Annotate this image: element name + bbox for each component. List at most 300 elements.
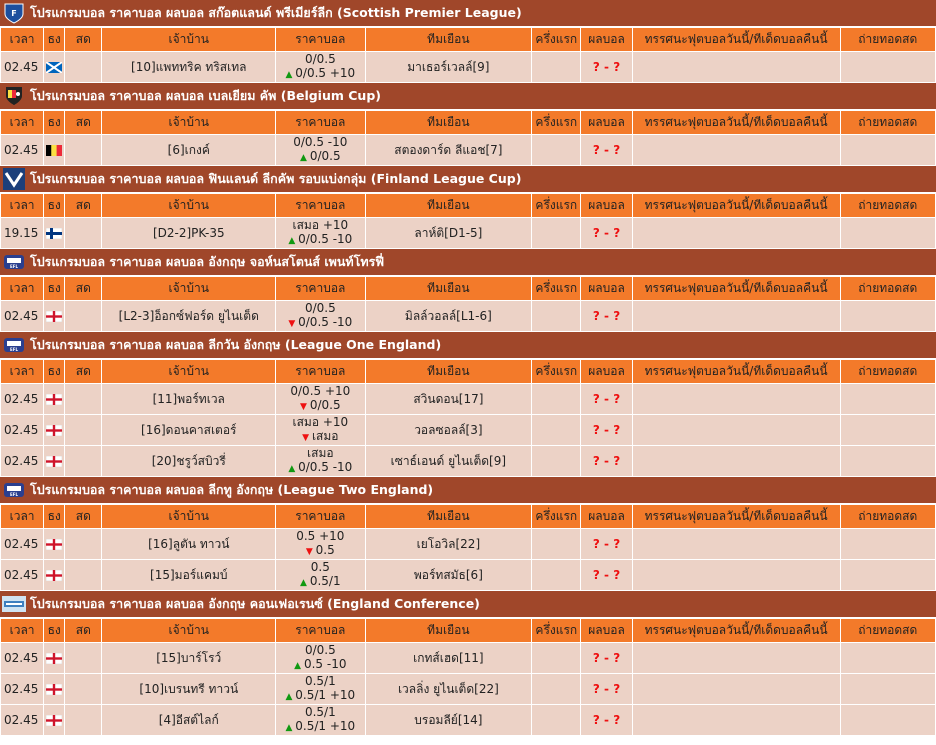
tips-cell [633,446,840,476]
away-column-header: ทีมเยือน [366,28,532,51]
live-tv-cell [841,705,935,735]
league-title[interactable]: โปรแกรมบอล ราคาบอล ผลบอล ฟินแลนด์ ลีกคัพ รอบแบ่งกลุ่ม (Finland League Cup) [30,171,522,186]
match-row [1,52,935,82]
odds-down-arrow-icon: ▼ [300,402,310,412]
live-column-header: สด [65,505,101,528]
odds-line-1 [276,674,364,688]
time-column-header: เวลา [1,360,43,383]
away-column-header: ทีมเยือน [366,619,532,642]
match-row [1,560,935,590]
live-cell [65,674,101,704]
half-time-score [532,674,580,704]
belgium-cup-logo-icon [2,84,26,108]
tips-column-header: ทรรศนะฟุตบอลวันนี้/ทีเด็ดบอลคืนนี้ [633,28,840,51]
live-column-header: สด [65,277,101,300]
flag-column-header: ธง [44,619,64,642]
odds-line-1 [276,643,364,657]
time-column-header: เวลา [1,28,43,51]
live-tv-cell [841,446,935,476]
half-time-score [532,384,580,414]
odds-value: 0.5 +10 [296,529,345,543]
odds-value: เสมอ +10 [292,415,349,429]
league-header [0,332,936,359]
kickoff-time: 02.45 [1,643,43,673]
belgium-flag-icon [46,143,62,157]
half-time-column-header: ครึ่งแรก [532,111,580,134]
column-header-row [1,111,935,134]
home-team[interactable]: [15]บาร์โรว์ [102,643,275,673]
tips-column-header: ทรรศนะฟุตบอลวันนี้/ทีเด็ดบอลคืนนี้ [633,277,840,300]
away-column-header: ทีมเยือน [366,277,532,300]
england-flag-icon [46,682,62,696]
live-tv-column-header: ถ่ายทอดสด [841,28,935,51]
match-row [1,384,935,414]
live-tv-column-header: ถ่ายทอดสด [841,277,935,300]
home-column-header: เจ้าบ้าน [102,360,275,383]
kickoff-time: 02.45 [1,529,43,559]
odds-column-header: ราคาบอล [276,194,364,217]
flag-cell [44,415,64,445]
flag-cell [44,52,64,82]
match-row [1,218,935,248]
odds-up-arrow-icon: ▲ [288,236,299,246]
live-cell [65,301,101,331]
kickoff-time: 02.45 [1,415,43,445]
home-team[interactable]: [6]เกงค์ [102,135,275,165]
odds-line-1 [276,415,364,429]
column-header-row [1,619,935,642]
odds-down-arrow-icon: ▼ [288,319,299,329]
full-time-result: ? - ? [581,301,631,331]
league-title[interactable]: โปรแกรมบอล ราคาบอล ผลบอล อังกฤษ คอนเฟอเรนซ์ (England Conference) [30,596,480,611]
odds-column-header: ราคาบอล [276,111,364,134]
odds-line-2 [276,460,364,476]
home-team[interactable]: [4]อีสต์ไลก์ [102,705,275,735]
odds-up-arrow-icon: ▲ [300,153,310,163]
england-flag-icon [46,537,62,551]
flag-cell [44,674,64,704]
away-column-header: ทีมเยือน [366,111,532,134]
league-one-logo-icon [2,333,26,357]
live-tv-cell [841,529,935,559]
half-time-score [532,52,580,82]
odds-value: เสมอ +10 [292,218,349,232]
home-column-header: เจ้าบ้าน [102,194,275,217]
flag-column-header: ธง [44,111,64,134]
odds-cell [276,674,364,704]
live-cell [65,218,101,248]
half-time-score [532,135,580,165]
live-cell [65,705,101,735]
svg-text:F: F [11,9,17,18]
home-column-header: เจ้าบ้าน [102,111,275,134]
away-team[interactable]: มาเธอร์เวลล์[9] [366,52,532,82]
live-tv-cell [841,384,935,414]
live-tv-column-header: ถ่ายทอดสด [841,194,935,217]
match-row [1,415,935,445]
away-team[interactable]: สตองดาร์ด ลีแอช[7] [366,135,532,165]
time-column-header: เวลา [1,194,43,217]
league-header [0,83,936,110]
odds-line-2 [276,688,364,704]
half-time-column-header: ครึ่งแรก [532,619,580,642]
flag-column-header: ธง [44,28,64,51]
home-team[interactable]: [10]แพททริค ทริสเทล [102,52,275,82]
odds-value: 0/0.5 -10 [293,135,348,149]
odds-value: 0/0.5 [309,149,341,163]
kickoff-time: 02.45 [1,384,43,414]
home-team[interactable]: [16]ลูตัน ทาวน์ [102,529,275,559]
flag-cell [44,301,64,331]
odds-value: 0/0.5 [304,643,336,657]
fixture-table [0,618,936,736]
england-flag-icon [46,454,62,468]
tips-cell [633,529,840,559]
flag-cell [44,446,64,476]
live-tv-cell [841,415,935,445]
kickoff-time: 02.45 [1,135,43,165]
away-team[interactable]: เยโอวิล[22] [366,529,532,559]
half-time-score [532,218,580,248]
scotland-flag-icon [46,60,62,74]
england-trophy-logo-icon [2,250,26,274]
away-team[interactable]: มิลล์วอลล์[L1-6] [366,301,532,331]
column-header-row [1,28,935,51]
odds-value: 0.5 [310,560,330,574]
odds-value: 0/0.5 [304,301,336,315]
tips-column-header: ทรรศนะฟุตบอลวันนี้/ทีเด็ดบอลคืนนี้ [633,505,840,528]
odds-cell [276,384,364,414]
half-time-score [532,643,580,673]
flag-cell [44,384,64,414]
tips-cell [633,135,840,165]
odds-value: 0.5/1 +10 [295,688,356,702]
league-header [0,166,936,193]
full-time-result: ? - ? [581,529,631,559]
svg-text:EFL: EFL [9,264,19,269]
live-cell [65,384,101,414]
odds-line-2 [276,232,364,248]
half-time-score [532,560,580,590]
odds-column-header: ราคาบอล [276,360,364,383]
league-header [0,249,936,276]
home-team[interactable]: [D2-2]PK-35 [102,218,275,248]
odds-line-2 [276,574,364,590]
odds-up-arrow-icon: ▲ [285,692,296,702]
flag-cell [44,529,64,559]
odds-cell [276,52,364,82]
flag-cell [44,218,64,248]
live-tv-cell [841,674,935,704]
tips-cell [633,643,840,673]
tips-cell [633,301,840,331]
odds-cell [276,301,364,331]
england-flag-icon [46,651,62,665]
odds-value: 0.5 [315,543,335,557]
home-team[interactable]: [16]ดอนคาสเตอร์ [102,415,275,445]
live-tv-column-header: ถ่ายทอดสด [841,619,935,642]
league-title[interactable]: โปรแกรมบอล ราคาบอล ผลบอล เบลเยียม คัพ (Belgium Cup) [30,88,381,103]
half-time-score [532,415,580,445]
live-cell [65,643,101,673]
home-team[interactable]: [L2-3]อ็อกซ์ฟอร์ด ยูไนเต็ด [102,301,275,331]
fixture-table [0,504,936,591]
column-header-row [1,277,935,300]
kickoff-time: 02.45 [1,301,43,331]
full-time-result: ? - ? [581,415,631,445]
odds-cell [276,218,364,248]
league-title[interactable]: โปรแกรมบอล ราคาบอล ผลบอล สก๊อตแลนด์ พรีเมียร์ลีก (Scottish Premier League) [30,5,522,20]
live-tv-cell [841,560,935,590]
result-column-header: ผลบอล [581,360,631,383]
flag-column-header: ธง [44,360,64,383]
kickoff-time: 19.15 [1,218,43,248]
flag-cell [44,135,64,165]
live-tv-column-header: ถ่ายทอดสด [841,360,935,383]
odds-line-1 [276,52,364,66]
odds-column-header: ราคาบอล [276,619,364,642]
full-time-result: ? - ? [581,705,631,735]
half-time-score [532,529,580,559]
flag-cell [44,643,64,673]
full-time-result: ? - ? [581,135,631,165]
england-flag-icon [46,392,62,406]
odds-value: 0/0.5 -10 [298,315,353,329]
odds-value: 0.5 -10 [303,657,347,671]
odds-cell [276,446,364,476]
half-time-column-header: ครึ่งแรก [532,194,580,217]
odds-line-2 [276,315,364,331]
live-cell [65,560,101,590]
kickoff-time: 02.45 [1,446,43,476]
odds-line-2 [276,429,364,445]
tips-column-header: ทรรศนะฟุตบอลวันนี้/ทีเด็ดบอลคืนนี้ [633,360,840,383]
england-flag-icon [46,309,62,323]
away-team[interactable]: สวินดอน[17] [366,384,532,414]
england-flag-icon [46,568,62,582]
odds-value: 0.5/1 [304,705,336,719]
home-team[interactable]: [10]เบรนทรี ทาวน์ [102,674,275,704]
tips-column-header: ทรรศนะฟุตบอลวันนี้/ทีเด็ดบอลคืนนี้ [633,111,840,134]
full-time-result: ? - ? [581,674,631,704]
odds-line-1 [276,529,364,543]
live-tv-cell [841,301,935,331]
time-column-header: เวลา [1,277,43,300]
england-flag-icon [46,713,62,727]
odds-line-1 [276,446,364,460]
tips-cell [633,705,840,735]
odds-up-arrow-icon: ▲ [285,723,296,733]
fixture-table [0,276,936,332]
home-team[interactable]: [11]พอร์ทเวล [102,384,275,414]
odds-cell [276,529,364,559]
odds-value: 0.5/1 +10 [295,719,356,733]
kickoff-time: 02.45 [1,52,43,82]
tips-cell [633,560,840,590]
home-column-header: เจ้าบ้าน [102,277,275,300]
result-column-header: ผลบอล [581,28,631,51]
tips-cell [633,52,840,82]
full-time-result: ? - ? [581,643,631,673]
fixture-table [0,193,936,249]
column-header-row [1,360,935,383]
odds-cell [276,135,364,165]
tips-cell [633,384,840,414]
odds-line-1 [276,560,364,574]
svg-text:EFL: EFL [9,492,19,497]
full-time-result: ? - ? [581,560,631,590]
league-title[interactable]: โปรแกรมบอล ราคาบอล ผลบอล อังกฤษ จอห์นสโตนส์ เพนท์โทรฟี่ [30,254,385,269]
full-time-result: ? - ? [581,218,631,248]
finland-league-logo-icon [2,167,26,191]
live-tv-cell [841,135,935,165]
match-row [1,135,935,165]
away-team[interactable]: พอร์ทสมัธ[6] [366,560,532,590]
odds-line-2 [276,398,364,414]
odds-line-1 [276,705,364,719]
odds-value: 0/0.5 [304,52,336,66]
half-time-column-header: ครึ่งแรก [532,360,580,383]
odds-line-1 [276,384,364,398]
odds-cell [276,643,364,673]
away-team[interactable]: เวลลิ่ง ยูไนเต็ด[22] [366,674,532,704]
full-time-result: ? - ? [581,446,631,476]
odds-value: 0/0.5 -10 [298,460,353,474]
flag-cell [44,705,64,735]
league-title[interactable]: โปรแกรมบอล ราคาบอล ผลบอล ลีกวัน อังกฤษ (League One England) [30,337,442,352]
league-two-logo-icon [2,478,26,502]
time-column-header: เวลา [1,619,43,642]
away-column-header: ทีมเยือน [366,505,532,528]
home-column-header: เจ้าบ้าน [102,619,275,642]
half-time-score [532,301,580,331]
live-cell [65,135,101,165]
odds-line-2 [276,66,364,82]
odds-value: 0.5/1 [309,574,341,588]
home-team[interactable]: [15]มอร์แคมบ์ [102,560,275,590]
match-row [1,301,935,331]
match-row [1,529,935,559]
away-team[interactable]: เซาธ์เอนด์ ยูไนเต็ด[9] [366,446,532,476]
live-tv-cell [841,218,935,248]
half-time-column-header: ครึ่งแรก [532,28,580,51]
full-time-result: ? - ? [581,52,631,82]
tips-cell [633,415,840,445]
odds-value: 0/0.5 +10 [295,66,356,80]
away-team[interactable]: วอลซอลล์[3] [366,415,532,445]
live-tv-column-header: ถ่ายทอดสด [841,111,935,134]
fixture-table [0,27,936,83]
odds-down-arrow-icon: ▼ [302,433,312,443]
result-column-header: ผลบอล [581,194,631,217]
full-time-result: ? - ? [581,384,631,414]
tips-cell [633,674,840,704]
odds-column-header: ราคาบอล [276,277,364,300]
league-header [0,0,936,27]
half-time-column-header: ครึ่งแรก [532,505,580,528]
half-time-column-header: ครึ่งแรก [532,277,580,300]
live-cell [65,446,101,476]
odds-up-arrow-icon: ▲ [285,70,296,80]
odds-cell [276,560,364,590]
live-column-header: สด [65,194,101,217]
odds-column-header: ราคาบอล [276,505,364,528]
flag-column-header: ธง [44,194,64,217]
odds-value: เสมอ [311,429,339,443]
live-tv-column-header: ถ่ายทอดสด [841,505,935,528]
odds-line-2 [276,657,364,673]
odds-up-arrow-icon: ▲ [294,661,304,671]
conference-logo-icon [2,592,26,616]
column-header-row [1,505,935,528]
away-column-header: ทีมเยือน [366,194,532,217]
live-cell [65,529,101,559]
england-flag-icon [46,423,62,437]
odds-value: 0/0.5 -10 [298,232,353,246]
tips-cell [633,218,840,248]
scottish-league-logo-icon [2,1,26,25]
odds-line-2 [276,543,364,559]
live-tv-cell [841,643,935,673]
odds-line-2 [276,149,364,165]
odds-up-arrow-icon: ▲ [288,464,299,474]
tips-column-header: ทรรศนะฟุตบอลวันนี้/ทีเด็ดบอลคืนนี้ [633,619,840,642]
kickoff-time: 02.45 [1,705,43,735]
home-column-header: เจ้าบ้าน [102,505,275,528]
league-header [0,591,936,618]
odds-line-2 [276,719,364,735]
away-team[interactable]: ลาห์ติ[D1-5] [366,218,532,248]
odds-cell [276,415,364,445]
finland-flag-icon [46,226,62,240]
odds-down-arrow-icon: ▼ [305,547,316,557]
odds-line-1 [276,218,364,232]
odds-up-arrow-icon: ▲ [300,578,310,588]
live-column-header: สด [65,111,101,134]
away-team[interactable]: เกทส์เฮด[11] [366,643,532,673]
home-team[interactable]: [20]ชรูว์สบิวรี่ [102,446,275,476]
odds-value: 0/0.5 +10 [290,384,351,398]
odds-column-header: ราคาบอล [276,28,364,51]
half-time-score [532,446,580,476]
time-column-header: เวลา [1,111,43,134]
fixture-table [0,110,936,166]
live-column-header: สด [65,28,101,51]
odds-line-1 [276,301,364,315]
tips-column-header: ทรรศนะฟุตบอลวันนี้/ทีเด็ดบอลคืนนี้ [633,194,840,217]
result-column-header: ผลบอล [581,111,631,134]
column-header-row [1,194,935,217]
half-time-score [532,705,580,735]
kickoff-time: 02.45 [1,674,43,704]
away-column-header: ทีมเยือน [366,360,532,383]
home-column-header: เจ้าบ้าน [102,28,275,51]
live-tv-cell [841,52,935,82]
odds-value: 0/0.5 [309,398,341,412]
live-cell [65,52,101,82]
odds-line-1 [276,135,364,149]
league-title[interactable]: โปรแกรมบอล ราคาบอล ผลบอล ลีกทู อังกฤษ (League Two England) [30,482,434,497]
kickoff-time: 02.45 [1,560,43,590]
league-header [0,477,936,504]
flag-cell [44,560,64,590]
result-column-header: ผลบอล [581,277,631,300]
match-row [1,705,935,735]
flag-column-header: ธง [44,277,64,300]
away-team[interactable]: บรอมลีย์[14] [366,705,532,735]
result-column-header: ผลบอล [581,505,631,528]
match-row [1,674,935,704]
